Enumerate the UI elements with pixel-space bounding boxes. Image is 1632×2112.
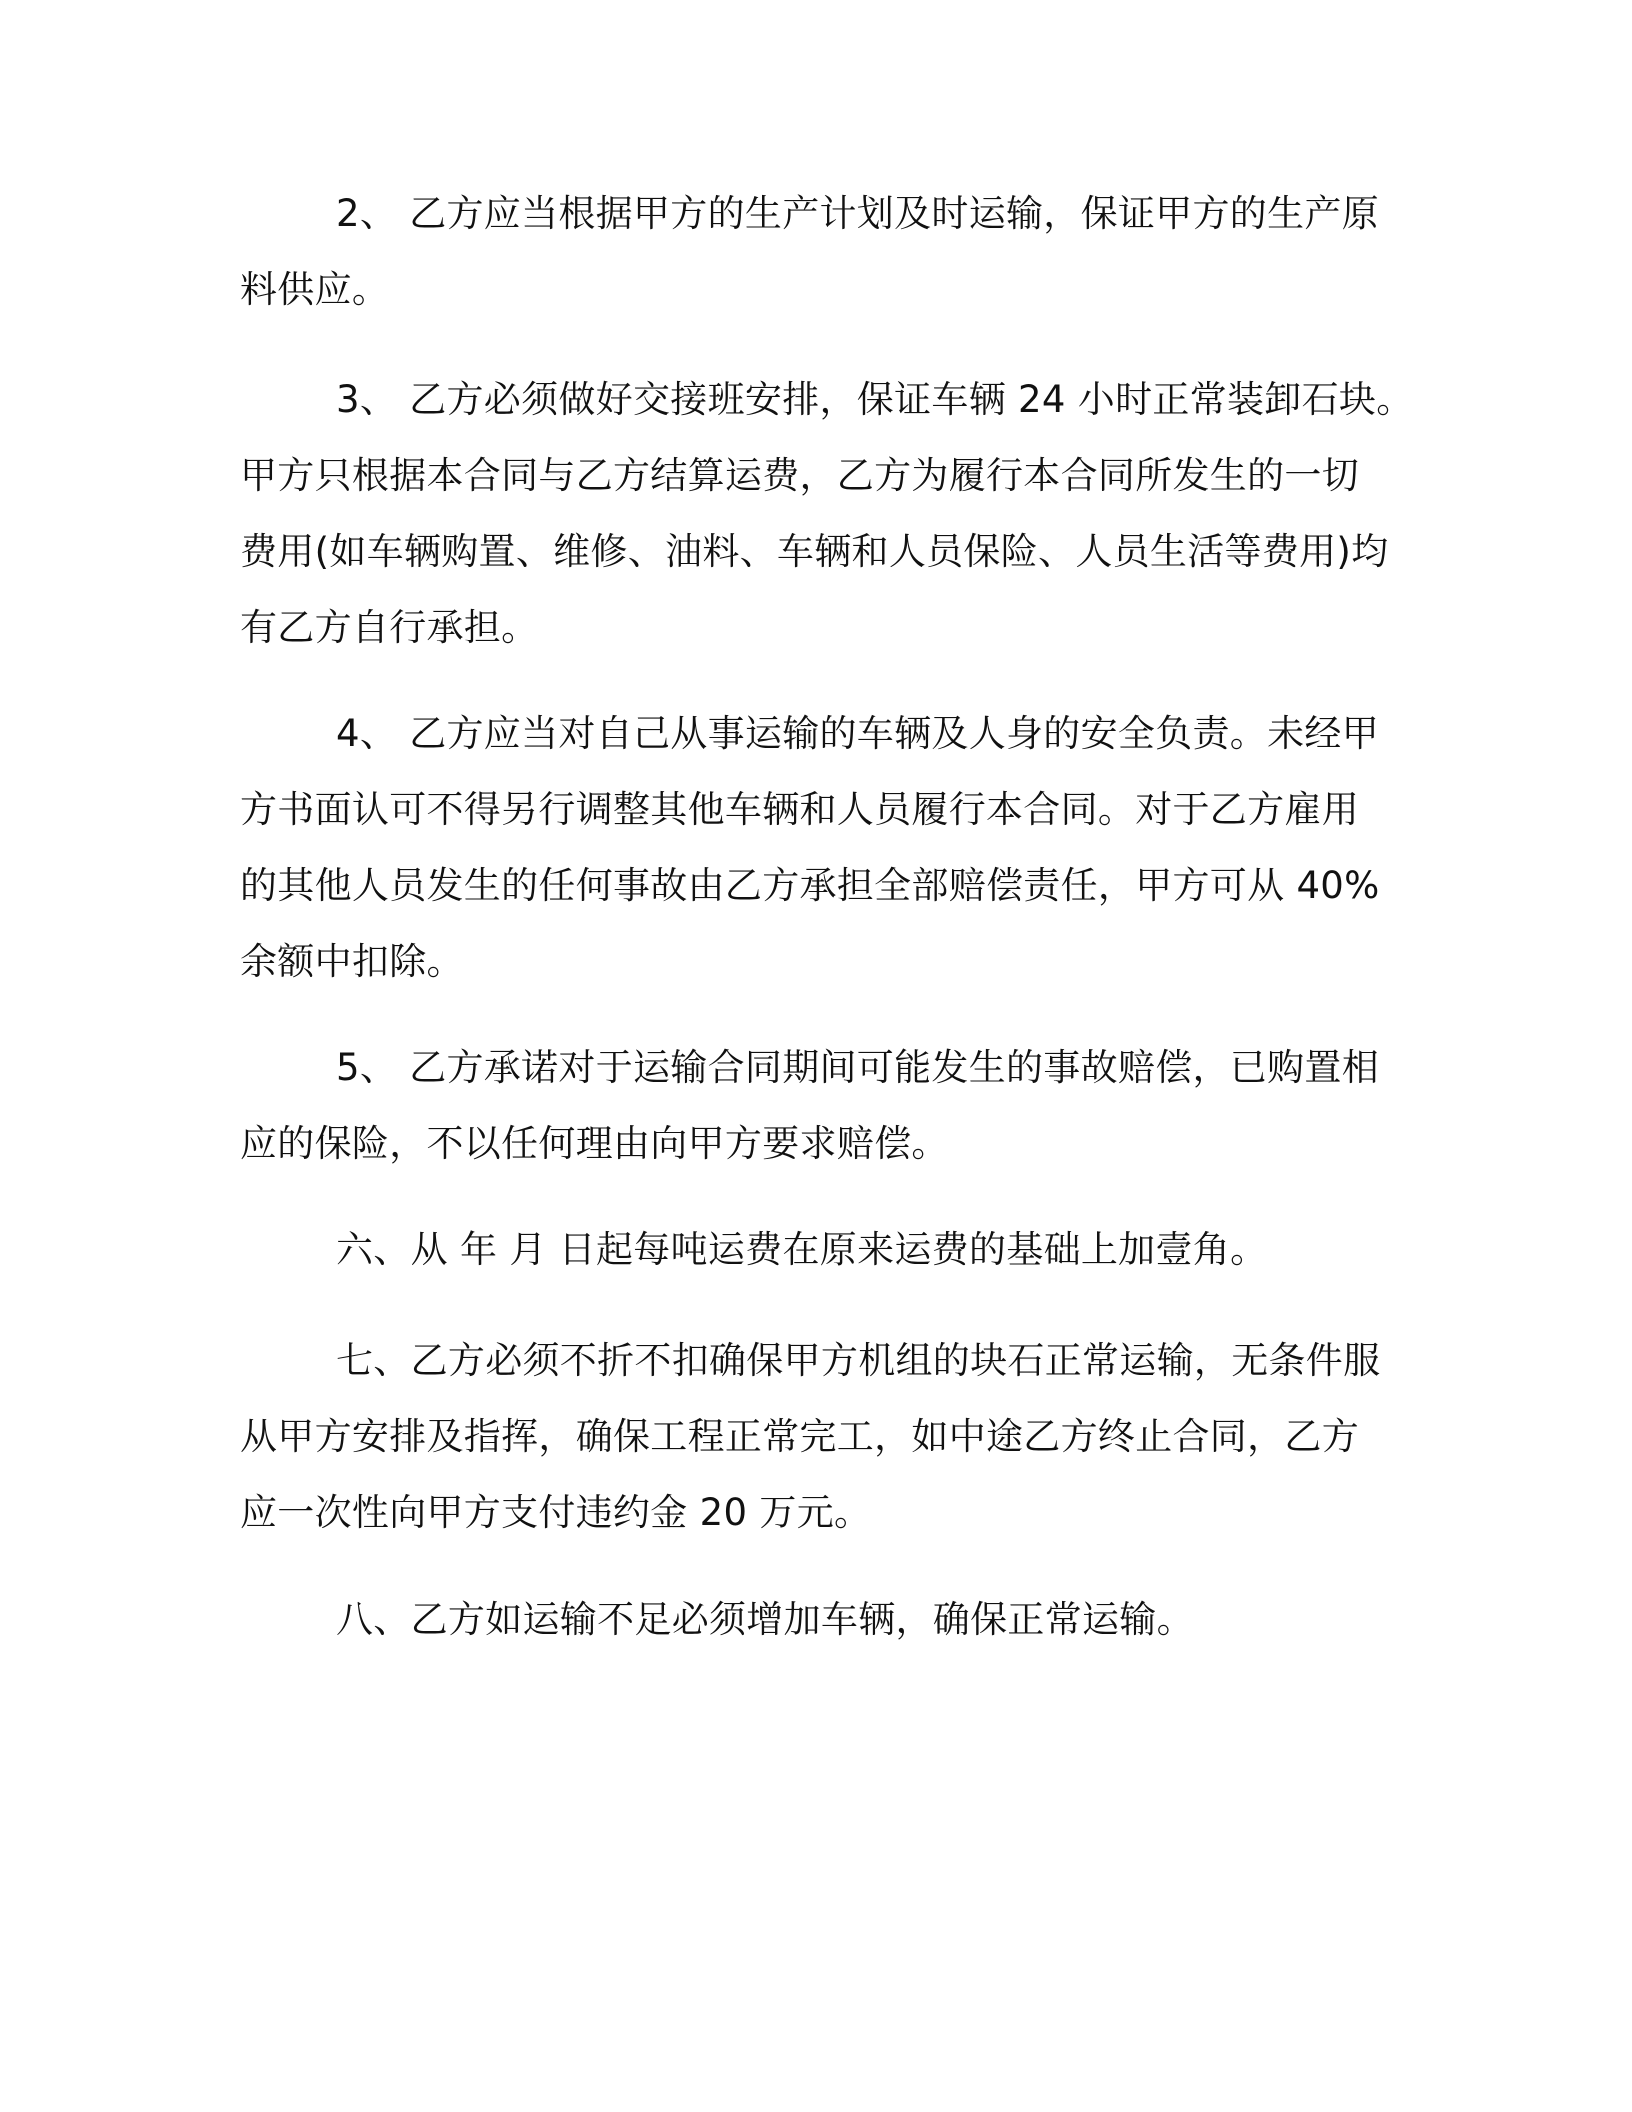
text-line: 甲方只根据本合同与乙方结算运费，乙方为履行本合同所发生的一切 xyxy=(240,454,1359,497)
text-line: 5、 乙方承诺对于运输合同期间可能发生的事故赔偿，已购置相 xyxy=(336,1046,1379,1089)
text-line: 六、从 年 月 日起每吨运费在原来运费的基础上加壹角。 xyxy=(336,1228,1268,1271)
text-line: 从甲方安排及指挥，确保工程正常完工，如中途乙方终止合同，乙方 xyxy=(240,1415,1359,1458)
text-line: 应一次性向甲方支付违约金 20 万元。 xyxy=(240,1491,872,1534)
paragraph-clause-2 xyxy=(240,176,1380,328)
text-line: 4、 乙方应当对自己从事运输的车辆及人身的安全负责。未经甲 xyxy=(336,712,1379,755)
paragraph-clause-eight xyxy=(240,1582,1380,1658)
text-line: 八、乙方如运输不足必须增加车辆，确保正常运输。 xyxy=(336,1598,1194,1641)
text-line: 应的保险，不以任何理由向甲方要求赔偿。 xyxy=(240,1122,949,1165)
paragraph-clause-3 xyxy=(240,362,1414,666)
text-line: 的其他人员发生的任何事故由乙方承担全部赔偿责任，甲方可从 40% xyxy=(240,864,1380,907)
paragraph-clause-5 xyxy=(240,1030,1380,1182)
text-line: 费用(如车辆购置、维修、油料、车辆和人员保险、人员生活等费用)均 xyxy=(240,530,1389,573)
text-line: 2、 乙方应当根据甲方的生产计划及时运输，保证甲方的生产原 xyxy=(336,192,1379,235)
paragraph-clause-seven xyxy=(240,1323,1380,1551)
text-line: 料供应。 xyxy=(240,268,390,311)
paragraph-clause-six xyxy=(240,1212,1380,1288)
text-line: 有乙方自行承担。 xyxy=(240,606,539,649)
text-line: 余额中扣除。 xyxy=(240,940,464,983)
text-line: 3、 乙方必须做好交接班安排，保证车辆 24 小时正常装卸石块。 xyxy=(336,378,1414,421)
text-line: 方书面认可不得另行调整其他车辆和人员履行本合同。对于乙方雇用 xyxy=(240,788,1359,831)
paragraph-clause-4 xyxy=(240,696,1380,1000)
text-line: 七、乙方必须不折不扣确保甲方机组的块石正常运输，无条件服 xyxy=(336,1339,1381,1382)
